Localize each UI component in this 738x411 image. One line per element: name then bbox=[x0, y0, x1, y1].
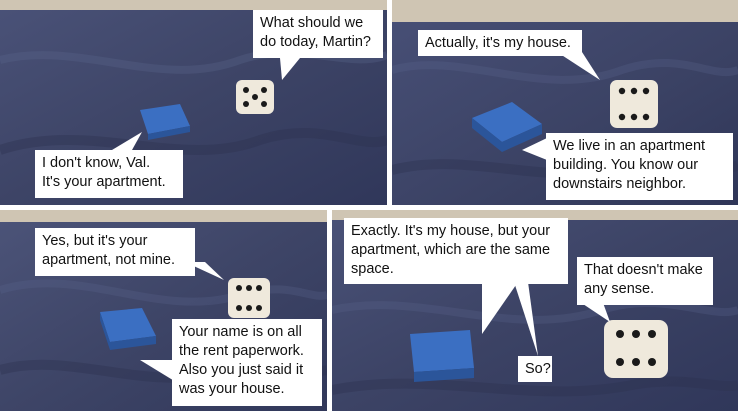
bubble-line: apartment, which are the same bbox=[351, 242, 551, 258]
bubble-line: We live in an apartment bbox=[553, 138, 706, 154]
bubble-line: I don't know, Val. bbox=[42, 155, 151, 171]
panel-1 bbox=[0, 0, 387, 205]
bubble-line: What should we bbox=[260, 15, 364, 31]
speech-bubble bbox=[518, 356, 552, 382]
bubble-line: Actually, it's my house. bbox=[425, 35, 571, 51]
bubble-line: the rent paperwork. bbox=[179, 343, 304, 359]
bubble-line: was your house. bbox=[179, 381, 285, 397]
bubble-line: Your name is on all bbox=[179, 324, 302, 340]
speech-bubble bbox=[35, 228, 195, 276]
bubble-line: downstairs neighbor. bbox=[553, 176, 686, 192]
bubble-line: space. bbox=[351, 261, 394, 277]
die bbox=[228, 278, 270, 318]
speech-bubble bbox=[344, 218, 568, 284]
bubble-line: Exactly. It's my house, but your bbox=[351, 223, 551, 239]
bubble-line: It's your apartment. bbox=[42, 174, 166, 190]
bubble-line: So? bbox=[525, 361, 551, 377]
bubble-line: apartment, not mine. bbox=[42, 252, 175, 268]
die bbox=[604, 320, 668, 378]
bubble-line: do today, Martin? bbox=[260, 34, 371, 50]
wall bbox=[0, 210, 327, 222]
wall bbox=[392, 0, 738, 22]
panel-3 bbox=[0, 210, 327, 411]
speech-bubble bbox=[35, 150, 183, 198]
die bbox=[236, 80, 274, 114]
speech-bubble bbox=[577, 257, 713, 305]
speech-bubble bbox=[546, 133, 733, 200]
wall bbox=[0, 0, 387, 10]
speech-bubble bbox=[253, 10, 383, 58]
panel-4 bbox=[332, 210, 738, 411]
bubble-line: any sense. bbox=[584, 281, 655, 297]
bubble-line: building. You know our bbox=[553, 157, 699, 173]
bubble-line: That doesn't make bbox=[584, 262, 703, 278]
panel-2 bbox=[392, 0, 738, 205]
bubble-line: Also you just said it bbox=[179, 362, 304, 378]
die bbox=[610, 80, 658, 128]
blue-block bbox=[410, 330, 474, 382]
bubble-line: Yes, but it's your bbox=[42, 233, 148, 249]
speech-bubble bbox=[172, 319, 322, 406]
speech-bubble bbox=[418, 30, 582, 56]
